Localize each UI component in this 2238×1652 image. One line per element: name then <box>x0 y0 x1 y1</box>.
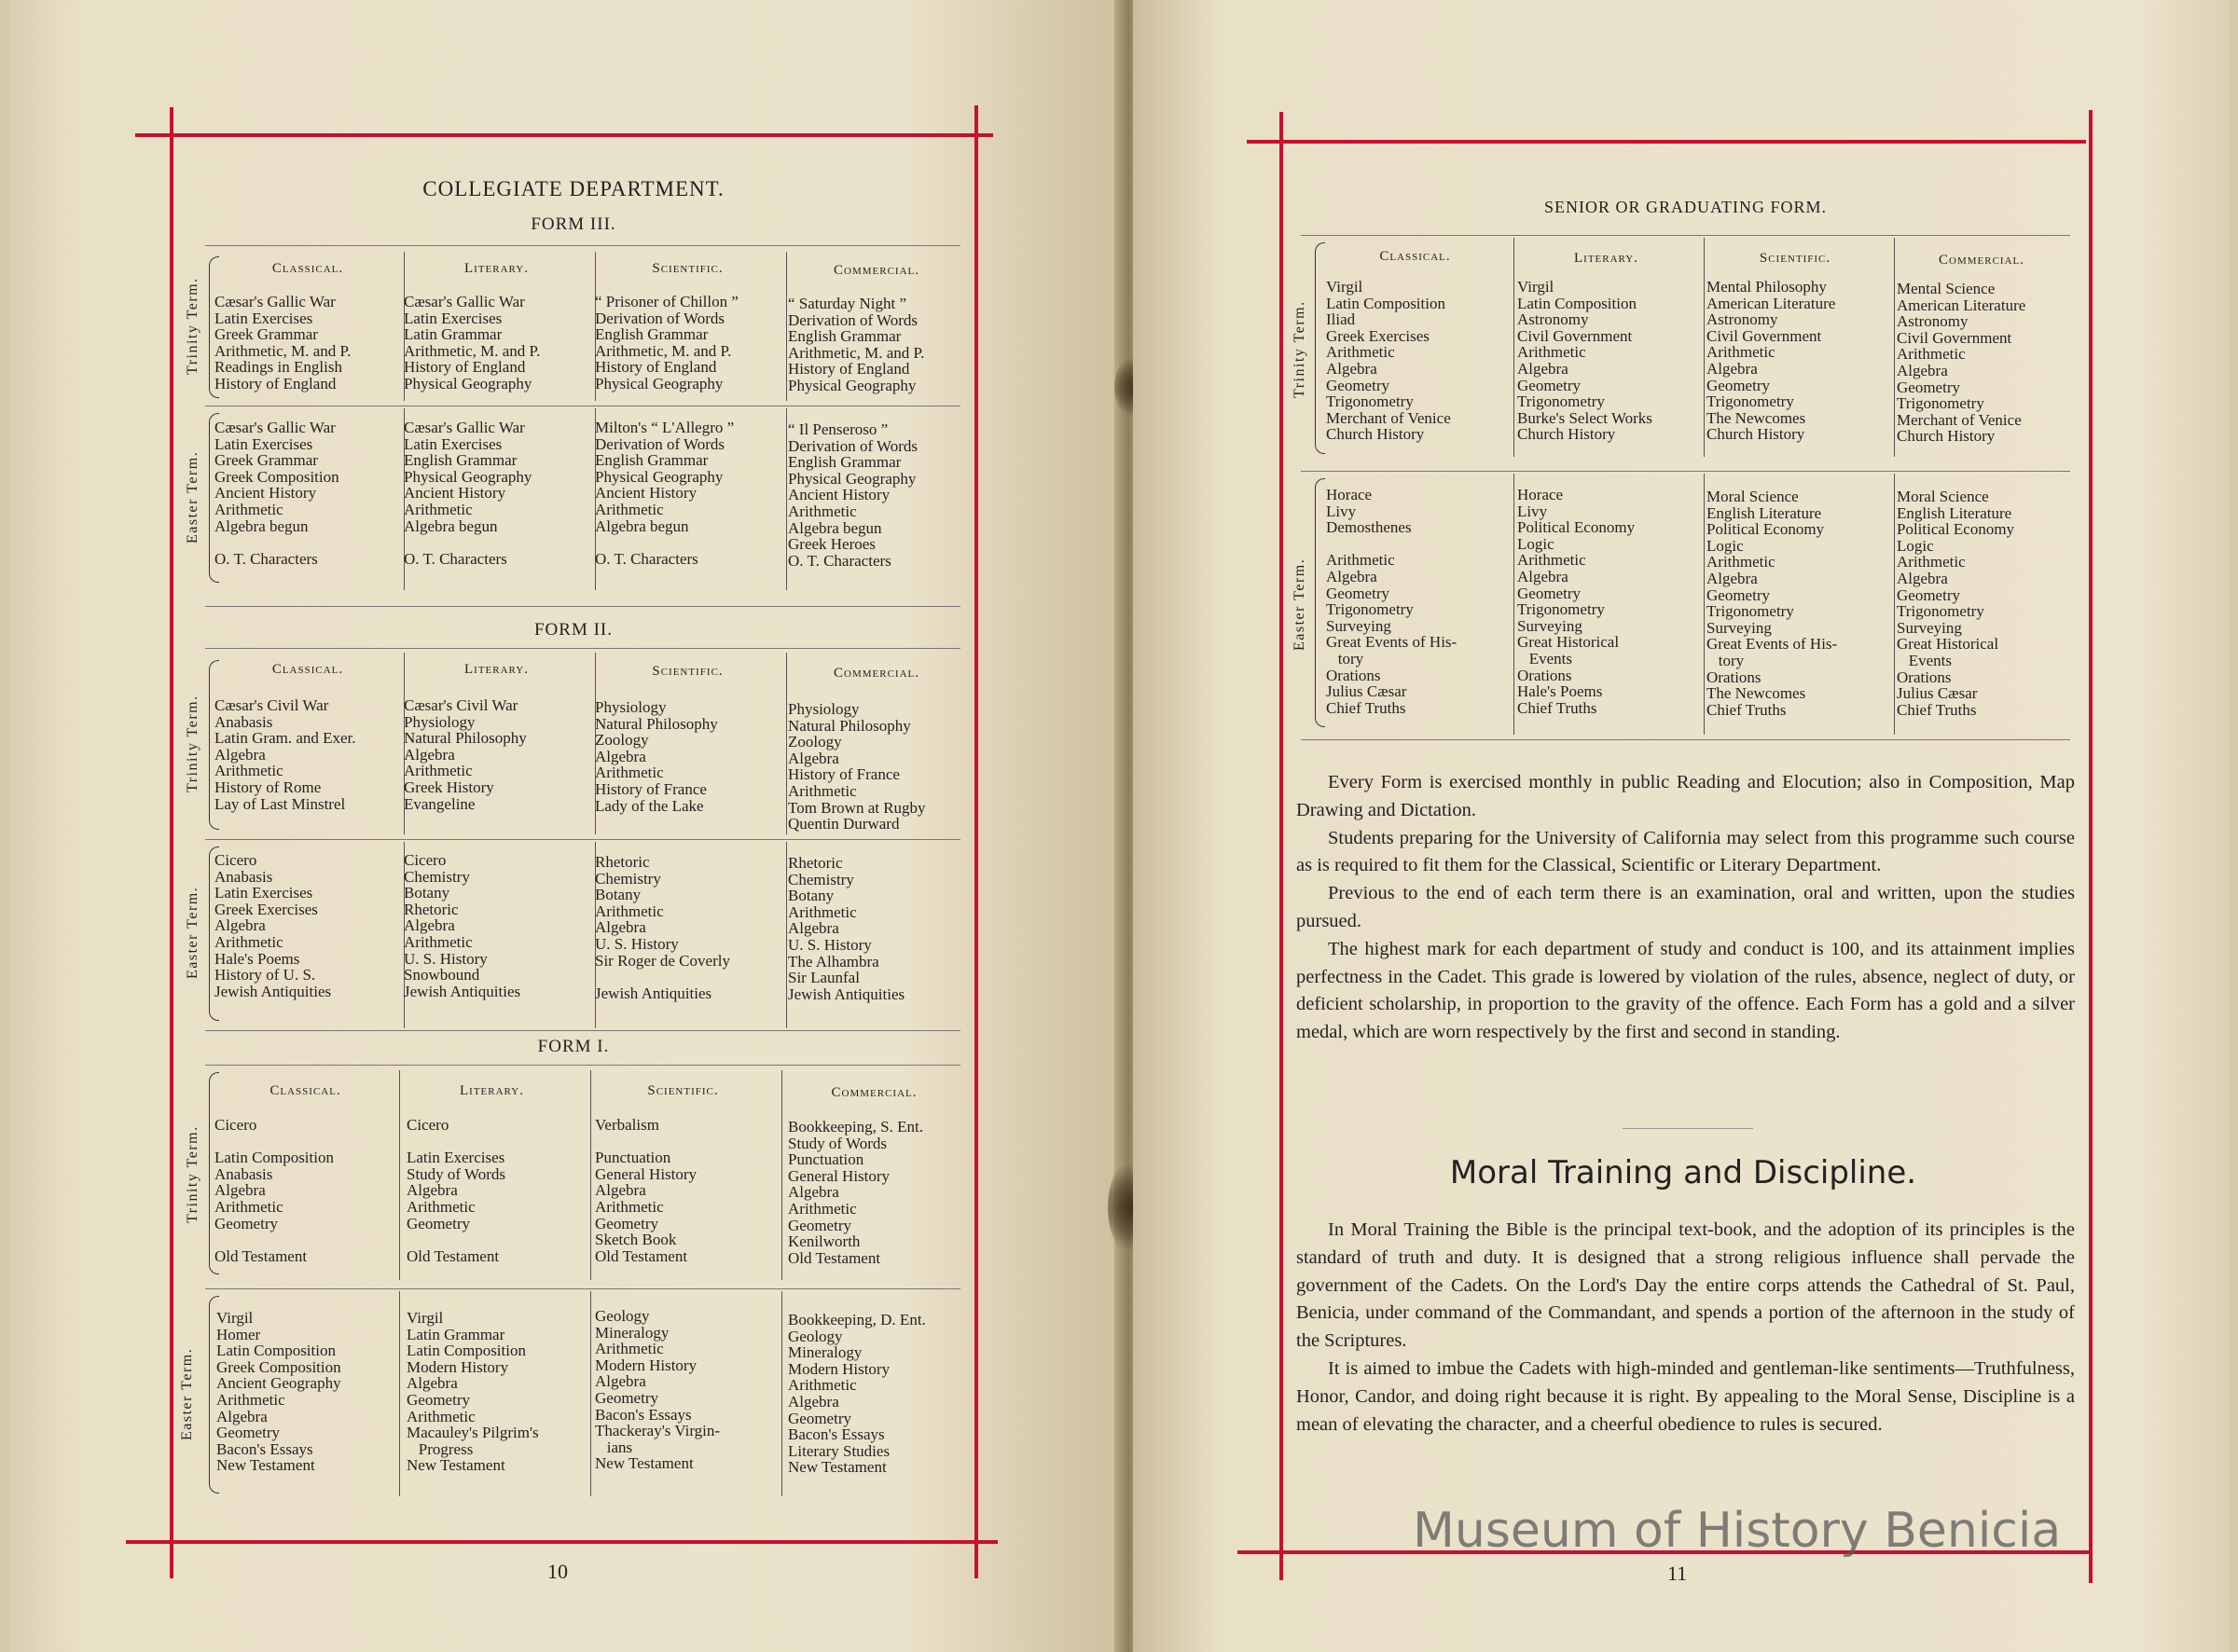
term-label: Trinity Term. <box>185 695 200 793</box>
term-label: Easter Term. <box>185 886 200 980</box>
department-title: COLLEGIATE DEPARTMENT. <box>422 177 725 200</box>
left-content <box>177 140 970 1538</box>
course-list: Cæsar's Civil War Physiology Natural Philosophy Algebra Arithmetic Greek History Evangeline <box>404 696 527 813</box>
course-list: Bookkeeping, D. Ent. Geology Mineralogy Modern History Arithmetic Algebra Geometry Bacon's Essays Literary Studies New Testament <box>788 1311 926 1477</box>
course-list: Mental Philosophy American Literature Astronomy Civil Government Arithmetic Algebra Geometry Trigonometry The Newcomes Church History <box>1706 278 1836 444</box>
paragraph: Every Form is exercised monthly in public Reading and Elocution; also in Composition, Map Drawing and Dictation. <box>1296 772 2075 820</box>
term-label: Easter Term. <box>1292 558 1307 651</box>
column-separator <box>1894 474 1895 735</box>
column-separator <box>1894 238 1895 457</box>
course-list: Bookkeeping, S. Ent. Study of Words Punctuation General History Algebra Arithmetic Geometry Kenilworth Old Testament <box>788 1118 923 1267</box>
red-rule-left <box>170 107 173 1578</box>
column-separator <box>786 408 787 590</box>
divider <box>205 606 960 607</box>
form-2-trinity <box>177 651 970 837</box>
course-list: Cæsar's Gallic War Latin Exercises Greek Grammar Arithmetic, M. and P. Readings in English History of England <box>214 293 352 392</box>
term-label: Trinity Term. <box>185 1125 200 1224</box>
form-title: FORM III. <box>531 214 616 234</box>
course-list: Cæsar's Gallic War Latin Exercises English Grammar Physical Geography Ancient History Arithmetic Algebra begun O. T. Characters <box>404 419 532 568</box>
column-separator <box>399 1291 400 1496</box>
divider <box>205 648 960 649</box>
course-list: “ Prisoner of Chillon ” Derivation of Words English Grammar Arithmetic, M. and P. History of England Physical Geography <box>595 293 739 392</box>
column-separator <box>1704 238 1705 457</box>
form-1-easter <box>177 1291 970 1501</box>
red-rule-bottom <box>126 1540 998 1544</box>
column-header: Literary. <box>464 662 529 677</box>
senior-easter <box>1287 474 2084 735</box>
column-separator <box>781 1070 782 1280</box>
course-list: Virgil Latin Grammar Latin Composition Modern History Algebra Geometry Arithmetic Macauley's Pilgrim's Progress New Testament <box>407 1309 539 1475</box>
term-label: Trinity Term. <box>185 277 200 376</box>
column-header: Commercial. <box>834 666 919 681</box>
course-list: Horace Livy Demosthenes Arithmetic Algebra Geometry Trigonometry Surveying Great Events of His- tory Orations Julius Cæsar Chief Truths <box>1326 486 1457 717</box>
page-number: 10 <box>547 1560 568 1583</box>
course-list: Physiology Natural Philosophy Zoology Algebra History of France Arithmetic Tom Brown at Rugby Quentin Durward <box>788 700 926 833</box>
column-header: Literary. <box>464 261 529 276</box>
course-list: Cæsar's Gallic War Latin Exercises Greek Grammar Greek Composition Ancient History Arithmetic Algebra begun O. T. Characters <box>214 419 339 568</box>
red-rule-right <box>974 105 978 1578</box>
divider <box>205 1288 960 1289</box>
course-list: Cæsar's Civil War Anabasis Latin Gram. and Exer. Algebra Arithmetic History of Rome Lay of Last Minstrel <box>214 696 356 813</box>
course-list: Cicero Anabasis Latin Exercises Greek Exercises Algebra Arithmetic Hale's Poems History of U. S. Jewish Antiquities <box>214 851 332 1000</box>
column-separator <box>1704 474 1705 735</box>
course-list: Cæsar's Gallic War Latin Exercises Latin Grammar Arithmetic, M. and P. History of England Physical Geography <box>404 293 541 392</box>
column-separator <box>781 1291 782 1496</box>
column-separator <box>590 1070 591 1280</box>
column-header: Scientific. <box>1759 251 1831 266</box>
term-label: Trinity Term. <box>1292 300 1307 399</box>
course-list: Rhetoric Chemistry Botany Arithmetic Algebra U. S. History The Alhambra Sir Launfal Jewish Antiquities <box>788 854 905 1003</box>
course-list: Moral Science English Literature Political Economy Logic Arithmetic Algebra Geometry Trigonometry Surveying Great Events of His- tory Orations The Newcomes Chief Truths <box>1706 488 1838 719</box>
paragraph: Previous to the end of each term there is an examination, oral and written, upon the studies pursued. <box>1296 883 2075 931</box>
form-2-easter <box>177 842 970 1028</box>
senior-trinity <box>1287 238 2084 461</box>
course-list: Horace Livy Political Economy Logic Arithmetic Algebra Geometry Trigonometry Surveying Great Historical Events Orations Hale's Poems Chief Truths <box>1517 486 1636 717</box>
column-header: Classical. <box>271 662 344 677</box>
red-rule-left <box>1279 112 1283 1580</box>
column-separator <box>1513 238 1514 457</box>
form-title: FORM I. <box>537 1037 610 1056</box>
column-header: Literary. <box>460 1083 524 1098</box>
section-title: Moral Training and Discipline. <box>1449 1154 1917 1191</box>
column-separator <box>590 1291 591 1496</box>
course-list: Cicero Latin Exercises Study of Words Algebra Arithmetic Geometry Old Testament <box>407 1116 505 1265</box>
paragraph: It is aimed to imbue the Cadets with high-minded and gentleman-like sentiments—Truthfulness, Honor, Candor, and doing right because it is right. By appealing to the Moral Sense, Discipline is a mean of elevating the character, and a cheerful obedience to rules is secured. <box>1296 1357 2075 1435</box>
red-rule-top <box>135 133 993 137</box>
column-header: Scientific. <box>652 261 724 276</box>
course-list: Geology Mineralogy Arithmetic Modern History Algebra Geometry Bacon's Essays Thackeray's Virgin- ians New Testament <box>595 1307 721 1473</box>
course-list: Cicero Chemistry Botany Rhetoric Algebra Arithmetic U. S. History Snowbound Jewish Antiquities <box>404 851 521 1000</box>
course-list: Mental Science American Literature Astronomy Civil Government Arithmetic Algebra Geometry Trigonometry Merchant of Venice Church History <box>1897 280 2026 446</box>
column-header: Classical. <box>271 261 344 276</box>
column-header: Commercial. <box>831 1085 918 1100</box>
course-list: “ Saturday Night ” Derivation of Words English Grammar Arithmetic, M. and P. History of England Physical Geography <box>788 295 925 394</box>
red-rule-right <box>2089 110 2093 1583</box>
divider <box>205 1030 960 1031</box>
column-separator <box>786 842 787 1028</box>
brace <box>1315 478 1325 727</box>
column-separator <box>399 1070 400 1280</box>
column-header: Scientific. <box>647 1083 719 1098</box>
right-page <box>1133 0 2229 1652</box>
column-header: Scientific. <box>652 664 724 679</box>
course-list: Cicero Latin Composition Anabasis Algebra Arithmetic Geometry Old Testament <box>214 1116 334 1265</box>
form-3-trinity <box>177 247 970 406</box>
divider <box>1301 471 2070 472</box>
divider <box>1301 235 2070 236</box>
term-label: Easter Term. <box>179 1347 195 1440</box>
course-list: Virgil Homer Latin Composition Greek Composition Ancient Geography Arithmetic Algebra Geometry Bacon's Essays New Testament <box>216 1309 341 1475</box>
museum-watermark: Museum of History Benicia <box>1413 1503 2062 1559</box>
red-rule-top <box>1247 140 2086 144</box>
column-header: Commercial. <box>834 263 919 278</box>
form-title: SENIOR OR GRADUATING FORM. <box>1543 198 1828 216</box>
form-1-trinity <box>177 1067 970 1282</box>
page-number: 11 <box>1667 1562 1688 1585</box>
column-header: Literary. <box>1574 251 1638 266</box>
left-page <box>9 0 1124 1652</box>
section-divider <box>1623 1128 1753 1129</box>
body-text <box>1296 769 2075 1047</box>
column-separator <box>786 252 787 401</box>
paragraph: The highest mark for each department of study and conduct is 100, and its attainment implies perfectness in the Cadet. This grade is lowered by violation of the rules, absence, neglect of duty, or deficient scholarship, in proportion to the gravity of the offence. Each Form has a gold and a silver medal, which are worn respectively by the first and second in standing. <box>1296 938 2075 1043</box>
course-list: “ Il Penseroso ” Derivation of Words English Grammar Physical Geography Ancient History Arithmetic Algebra begun Greek Heroes O. T. Characters <box>788 420 919 570</box>
column-header: Commercial. <box>1939 253 2024 268</box>
divider <box>205 839 960 840</box>
divider <box>205 245 960 246</box>
brace <box>1315 242 1325 454</box>
paragraph: In Moral Training the Bible is the principal text-book, and the adoption of its principles is the standard of truth and duty. It is designed that a strong religious influence shall pervade the government of the Cadets. On the Lord's Day the entire corps attends the Cathedral of St. Paul, Benicia, under command of the Commandant, and spends a portion of the afternoon in the study of the Scriptures. <box>1296 1219 2075 1352</box>
course-list: Moral Science English Literature Political Economy Logic Arithmetic Algebra Geometry Trigonometry Surveying Great Historical Events Orations Julius Cæsar Chief Truths <box>1897 488 2015 719</box>
course-list: Physiology Natural Philosophy Zoology Algebra Arithmetic History of France Lady of the Lake <box>595 698 718 815</box>
paragraph: Students preparing for the University of California may select from this programme such course as is required to fit them for the Classical, Scientific or Literary Department. <box>1296 827 2075 876</box>
course-list: Verbalism Punctuation General History Algebra Arithmetic Geometry Sketch Book Old Testament <box>595 1116 698 1265</box>
column-header: Classical. <box>269 1083 341 1098</box>
divider <box>205 1065 960 1066</box>
right-content <box>1287 149 2084 1548</box>
column-header: Classical. <box>1379 249 1451 264</box>
moral-text <box>1296 1217 2075 1439</box>
column-separator <box>1513 474 1514 735</box>
term-label: Easter Term. <box>185 450 200 544</box>
course-list: Rhetoric Chemistry Botany Arithmetic Algebra U. S. History Sir Roger de Coverly Jewish Antiquities <box>595 853 730 1002</box>
form-title: FORM II. <box>533 620 613 640</box>
divider <box>1301 739 2070 740</box>
course-list: Virgil Latin Composition Astronomy Civil Government Arithmetic Algebra Geometry Trigonometry Burke's Select Works Church History <box>1517 278 1652 444</box>
course-list: Virgil Latin Composition Iliad Greek Exercises Arithmetic Algebra Geometry Trigonometry Merchant of Venice Church History <box>1326 278 1451 444</box>
column-separator <box>786 653 787 834</box>
form-3-easter <box>177 408 970 595</box>
course-list: Milton's “ L'Allegro ” Derivation of Words English Grammar Physical Geography Ancient History Arithmetic Algebra begun O. T. Characters <box>595 419 735 568</box>
